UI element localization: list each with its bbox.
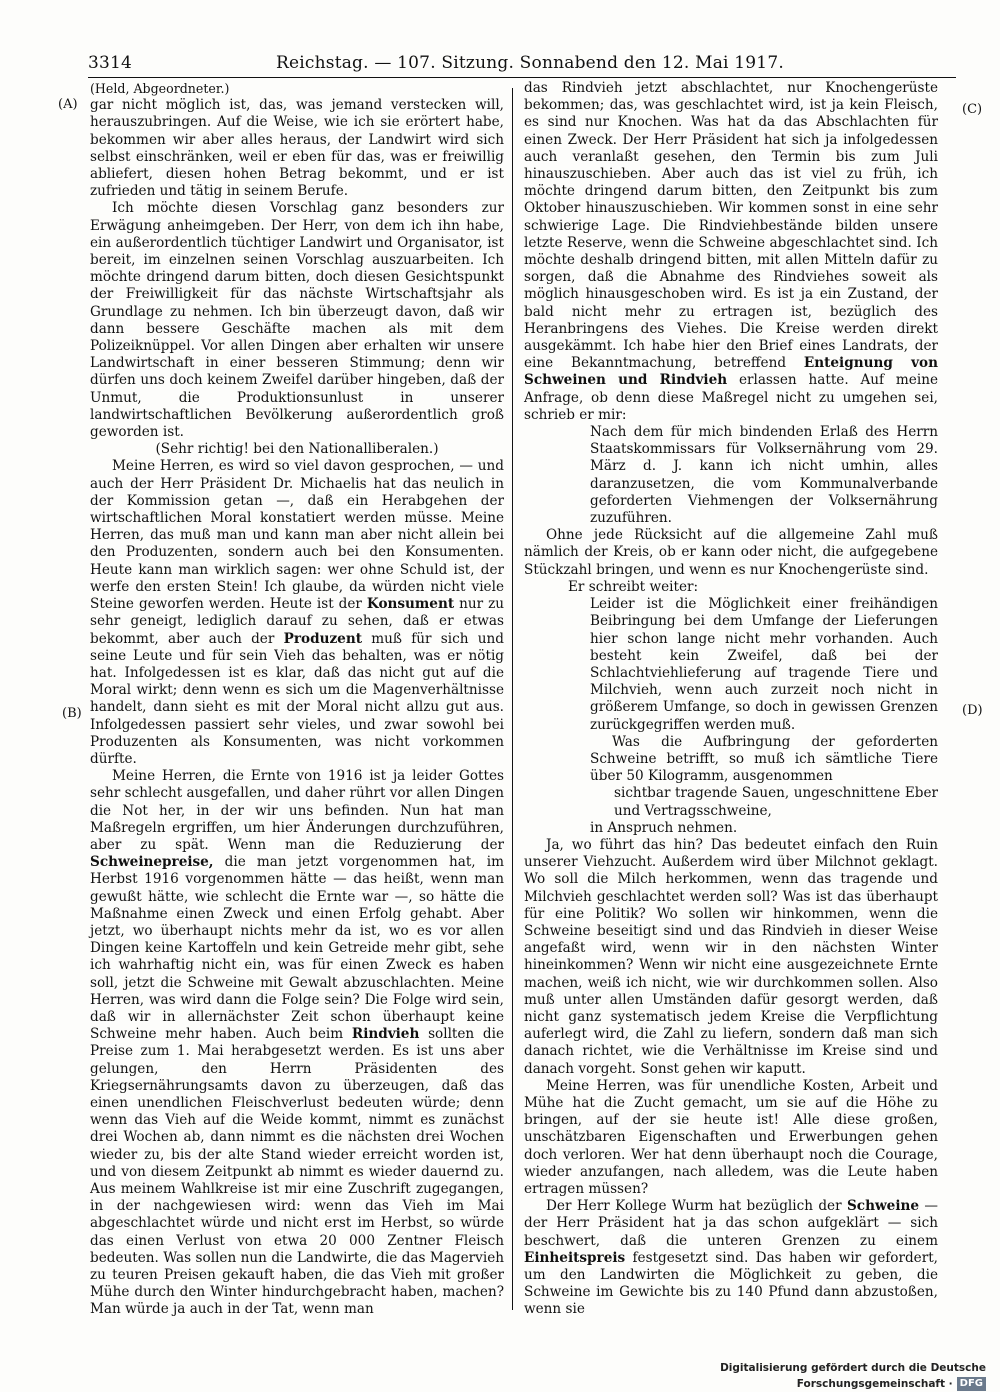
footer-text: Digitalisierung gefördert durch die Deutsche Forschungsgemeinschaft	[720, 1362, 986, 1390]
margin-mark-b: (B)	[62, 706, 82, 721]
quotation: Leider ist die Möglichkeit einer freihändigen Beibringung bei dem Umfange der Lieferungen hier schon lange nicht mehr vorhanden. Auch besteht kein Zweifel, daß bei der Schlachtviehlieferung auf tragende Tiere und Milchvieh, wenn auch zurzeit noch nicht in größerem Umfange, so doch in gewissen Grenzen zurückgegriffen werden muß.	[590, 596, 938, 733]
margin-mark-a: (A)	[58, 97, 78, 112]
paragraph: Meine Herren, was für unendliche Kosten, Arbeit und Mühe hat die Zucht gemacht, um sie auf die Höhe zu bringen, auf der sie heute ist! Alle diese großen, unschätzbaren Eigenschaften und Erwerbungen gehen doch verloren. Wer hat denn überhaupt noch die Courage, wieder anzufangen, nach alledem, was die Leute haben ertragen müssen?	[524, 1077, 938, 1197]
speaker-note: (Held, Abgeordneter.)	[90, 81, 230, 96]
quotation: in Anspruch nehmen.	[590, 819, 738, 836]
emphasis: Konsument	[366, 596, 455, 613]
paragraph: Ohne jede Rücksicht auf die allgemeine Zahl muß nämlich der Kreis, ob er kann oder nicht, die aufgegebene Stückzahl bringen, und wenn es nur Knochengerüste sind.	[524, 527, 938, 578]
margin-mark-c: (C)	[962, 102, 983, 117]
page-number: 3314	[88, 53, 133, 73]
emphasis: Schweine	[846, 1198, 920, 1215]
paragraph: Ich möchte diesen Vorschlag ganz besonders zur Erwägung anheimgeben. Der Herr, von dem ich ihn habe, ein außerordentlich tüchtiger Landwirt und Organisator, ist bereit, im einzelnen seinen Vorschlag auszuarbeiten. Ich möchte dringend darum bitten, doch diesen Gesichtspunkt der Freiwilligkeit für das nächste Wirtschaftsjahr als Grundlage zu nehmen. Ich bin überzeugt davon, daß wir dann bessere Geschäfte machen als mit dem Polizeiknüppel. Vor allen Dingen aber erhalten wir unsere Landwirtschaft in einer besseren Stimmung; denn wir dürfen uns doch keinem Zweifel darüber hingeben, daß der Unmut, die Produktionsunlust in unserer landwirtschaftlichen Bevölkerung außerordentlich groß geworden ist.	[90, 200, 504, 441]
paragraph: das Rindvieh jetzt abschlachtet, nur Knochengerüste bekommen; das, was geschlachtet wird, ist ja kein Fleisch, es sind nur Knochen. Was hat da das Abschlachten für einen Zweck. Der Herr Präsident hat sich ja infolgedessen auch veranlaßt gesehen, den Termin bis zum Juli hinauszuschieben. Aber auch das ist viel zu früh, ich möchte dringend darum bitten, den Zeitpunkt bis zum Oktober hinauszuschieben. Wir kommen sonst in eine sehr schwierige Lage. Die Rindviehbestände bilden unsere letzte Reserve, wenn die Schweine abgeschlachtet sind. Ich möchte deshalb dringend bitten, mit allen Mitteln dafür zu sorgen, daß die Abnahme des Rindviehes soweit als möglich hinausgeschoben wird. Es ist ja ein Zustand, der bald nicht mehr zu ertragen ist, bezüglich des Heranbringens des Viehes. Die Kreise werden direkt ausgekämmt. Ich habe hier den Brief eines Landrats, der eine Bekanntmachung, betreffend Enteignung von Schweinen und Rindvieh erlassen hatte. Auf meine Anfrage, ob denn diese Maßregel nicht zu umgehen sei, schrieb er mir:	[524, 80, 938, 423]
column-divider	[512, 88, 513, 1310]
paragraph: Er schreibt weiter:	[568, 578, 699, 595]
header-rule	[88, 77, 956, 78]
emphasis: Enteignung von Schweinen und Rindvieh	[524, 355, 938, 389]
quotation: sichtbar tragende Sauen, ungeschnittene Eber und Vertragsschweine,	[614, 785, 938, 819]
right-column	[524, 80, 938, 1319]
paragraph: Meine Herren, es wird so viel davon gesprochen, — und auch der Herr Präsident Dr. Michaelis hat das neulich in der Kommission getan —, daß ein Herabgehen der wirtschaftlichen Moral konstatiert werden müsse. Meine Herren, das muß man und kann man aber nicht allein bei den Produzenten, sondern auch bei den Konsumenten. Heute kann man wirklich sagen: wer ohne Schuld ist, der werfe den ersten Stein! Ich glaube, da würden nicht viele Steine geworfen werden. Heute ist der Konsument nur zu sehr geneigt, lediglich darauf zu sehen, daß er etwas bekommt, aber auch der Produzent muß für sich und seine Leute und für sein Vieh das behalten, was er nötig hat. Infolgedessen ist es klar, daß das nicht gut auf die Moral wirkt; denn wenn es sich um die Magenverhältnisse handelt, dann sieht es mit der Moral nicht allzu gut aus. Infolgedessen passiert sehr vieles, und zwar sowohl bei Produzenten als Konsumenten, was nicht vorkommen dürfte.	[90, 458, 505, 767]
paragraph: gar nicht möglich ist, das, was jemand verstecken will, herauszubringen. Auf die Weise, wie ich sie erörtert habe, bekommen wir aber alles heraus, der Landwirt wird sich selbst einschränken, weil er eben für das, was er freiwillig abliefert, diesen hohen Betrag bekommt, und er ist zufrieden und tätig in seinem Berufe.	[90, 97, 504, 200]
paragraph: Ja, wo führt das hin? Das bedeutet einfach den Ruin unserer Viehzucht. Außerdem wird über Milchnot geklagt. Wo soll die Milch herkommen, wenn das tragende und Milchvieh geschlachtet werden soll? Was ist das überhaupt für eine Politik? Wo sollen wir hinkommen, wenn die Schweine beseitigt sind und das Rindvieh in dieser Weise angefaßt wird, wenn wir in den nächsten Winter hineinkommen? Wenn wir nicht eine ausgezeichnete Ernte machen, weiß ich nicht, wie wir durchkommen sollen. Also muß unter allen Umständen dafür gesorgt werden, daß nicht ganz systematisch jedem Kreise die Verpflichtung auferlegt wird, die Zahl zu liefern, sondern daß man sich danach richtet, wie die Verhältnisse im Kreise sind und danach vorgeht. Sonst gehen wir kaputt.	[524, 836, 938, 1077]
paragraph: Der Herr Kollege Wurm hat bezüglich der Schweine — der Herr Präsident hat ja das schon aufgeklärt — sich beschwert, daß die unteren Grenzen zu einem Einheitspreis festgesetzt sind. Das haben wir gefordert, um den Landwirten die Möglichkeit zu geben, die Schweine im Gewichte bis zu 140 Pfund dann abzustoßen, wenn sie	[524, 1198, 938, 1318]
margin-mark-d: (D)	[962, 703, 983, 718]
running-header	[88, 50, 956, 76]
interjection: (Sehr richtig! bei den Nationalliberalen.)	[155, 441, 439, 458]
quotation: Was die Aufbringung der geforderten Schweine betrifft, so muß ich sämtliche Tiere über 50 Kilogramm, ausgenommen	[590, 733, 938, 785]
emphasis: Schweinepreise,	[90, 854, 214, 871]
left-column	[90, 80, 504, 1319]
dfg-logo: DFG	[957, 1377, 986, 1391]
digitization-footer: Digitalisierung gefördert durch die Deutsche Forschungsgemeinschaft · DFG	[720, 1362, 986, 1390]
running-title: Reichstag. — 107. Sitzung. Sonnabend den 12. Mai 1917.	[276, 53, 784, 73]
emphasis: Rindvieh	[351, 1026, 420, 1043]
paragraph: Meine Herren, die Ernte von 1916 ist ja leider Gottes sehr schlecht ausgefallen, und daher rührt vor allen Dingen die Not her, in der wir uns befinden. Nun hat man Maßregeln ergriffen, um hier Änderungen durchzuführen, aber zu spät. Wenn man die Reduzierung der Schweinepreise, die man jetzt vorgenommen hat, im Herbst 1916 vorgenommen hätte — das heißt, wenn man gewußt hätte, wie schlecht die Ernte war —, so hätte die Maßnahme einen Zweck und einen Erfolg gehabt. Aber jetzt, wo überhaupt nichts mehr da ist, wo es vor allen Dingen keine Kartoffeln und kein Getreide mehr gibt, sehe ich wahrhaftig nicht ein, was für einen Zweck es haben soll, jetzt die Schweine mit Gewalt abzuschlachten. Meine Herren, was wird dann die Folge sein? Die Folge wird sein, daß wir in allernächster Zeit schon überhaupt keine Schweine mehr haben. Auch beim Rindvieh sollten die Preise zum 1. Mai herabgesetzt werden. Es ist uns aber gelungen, den Herrn Präsidenten des Kriegsernährungsamts davon zu überzeugen, daß das einen unendlichen Fleischverlust bedeuten würde; denn wenn das Vieh auf die Weide kommt, nimmt es zunächst drei Wochen ab, dann nimmt es die nächsten drei Wochen wieder zu, bis der alte Stand wieder erreicht worden ist, und von diesem Zeitpunkt ab nimmt es wieder dauernd zu. Aus meinem Wahlkreise ist mir eine Zuschrift zugegangen, in der nachgewiesen wird: wenn das Vieh im Mai abgeschlachtet würde und nicht erst im Herbst, so würde das einen Verlust von etwa 20 000 Zentner Fleisch bedeuten. Was sollen nun die Landwirte, die das Magervieh zu teuren Preisen gekauft haben, die das Vieh mit großer Mühe durch den Winter hindurchgebracht haben, machen? Man würde ja auch in der Tat, wenn man	[90, 768, 504, 1318]
quotation: Nach dem für mich bindenden Erlaß des Herrn Staatskommissars für Volksernährung vom 29. März d. J. kann ich nicht umhin, alles daranzusetzen, die vom Kommunalverbande geforderten Viehmengen der Volksernährung zuzuführen.	[590, 424, 938, 527]
emphasis: Einheitspreis	[524, 1249, 626, 1266]
emphasis: Produzent	[283, 630, 362, 647]
